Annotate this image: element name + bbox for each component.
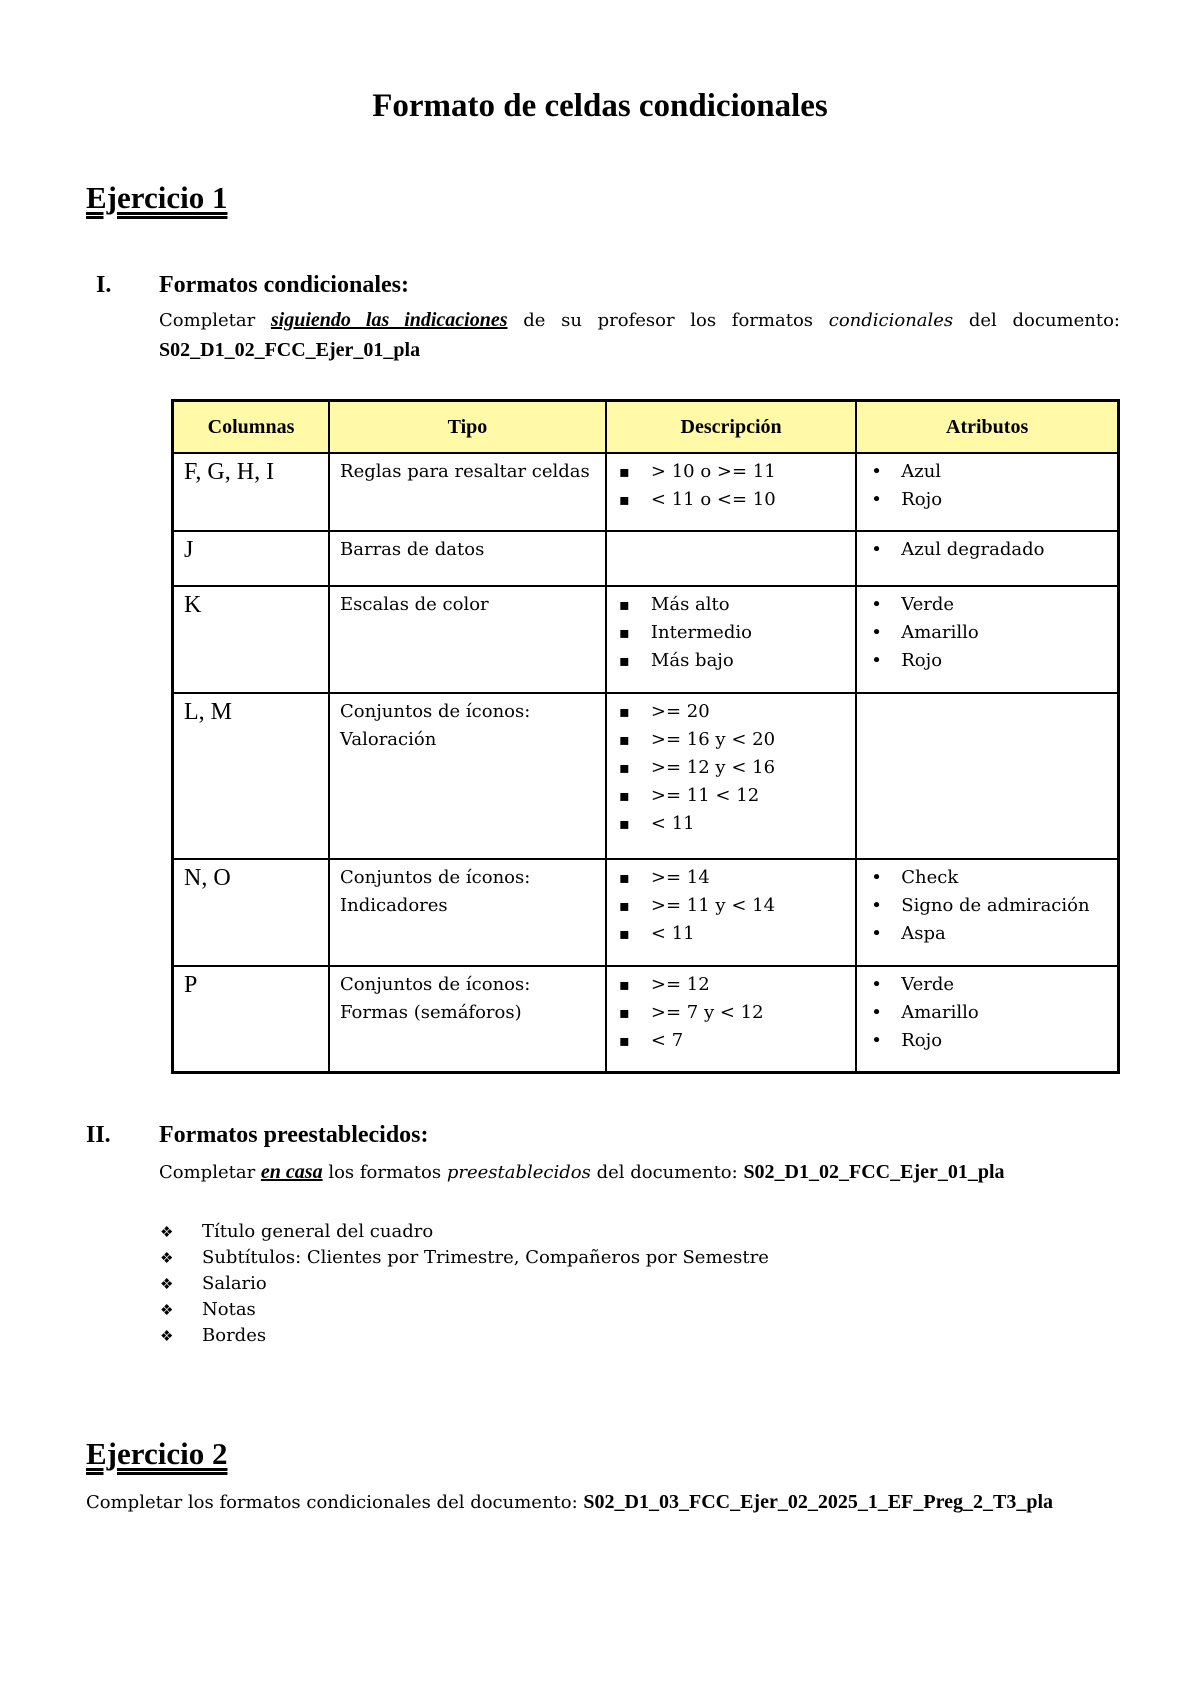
header-descripcion: Descripción xyxy=(606,401,856,454)
list-item: ❖ Título general del cuadro xyxy=(160,1219,769,1245)
cell-descripcion xyxy=(606,453,856,531)
section-2-filename: S02_D1_02_FCC_Ejer_01_pla xyxy=(743,1161,1005,1183)
descripcion-item: ▪ Intermedio xyxy=(617,619,845,647)
table-row xyxy=(173,453,1119,531)
descripcion-item: ▪ < 11 xyxy=(617,810,845,838)
list-item: ❖ Bordes xyxy=(160,1323,769,1349)
table-row xyxy=(173,531,1119,586)
cell-atributos xyxy=(856,966,1118,1072)
ejercicio-2-instructions xyxy=(86,1487,1053,1518)
atributo-item: • Amarillo xyxy=(867,999,1107,1027)
section-2-number: II. xyxy=(86,1122,111,1148)
instruction-emphasis: en casa xyxy=(260,1161,323,1183)
atributo-item: • Azul degradado xyxy=(867,536,1107,564)
list-item: ❖ Notas xyxy=(160,1297,769,1323)
tipo-line: Barras de datos xyxy=(340,539,485,560)
descripcion-item: ▪ > 10 o >= 11 xyxy=(617,458,845,486)
table-row xyxy=(173,859,1119,966)
descripcion-item: ▪ >= 16 y < 20 xyxy=(617,726,845,754)
descripcion-item: ▪ < 7 xyxy=(617,1027,845,1055)
instruction-text: de su profesor los formatos xyxy=(523,310,814,331)
section-1-title: Formatos condicionales: xyxy=(159,272,409,298)
list-item: ❖ Subtítulos: Clientes por Trimestre, Compañeros por Semestre xyxy=(160,1245,769,1271)
section-1-instructions xyxy=(159,305,1120,336)
section-2-instructions xyxy=(159,1157,1005,1188)
list-item: ❖ Salario xyxy=(160,1271,769,1297)
cell-atributos xyxy=(856,586,1118,693)
descripcion-item: ▪ >= 14 xyxy=(617,864,845,892)
preset-format-list xyxy=(160,1219,769,1349)
instruction-text: del documento: xyxy=(596,1162,738,1183)
instruction-text: del documento: xyxy=(968,310,1120,331)
table-header-row xyxy=(173,401,1119,454)
page-title: Formato de celdas condicionales xyxy=(372,88,828,124)
tipo-line: Formas (semáforos) xyxy=(340,1002,522,1023)
cell-tipo xyxy=(329,966,606,1072)
instruction-italic: preestablecidos xyxy=(446,1162,591,1183)
descripcion-item: ▪ >= 11 < 12 xyxy=(617,782,845,810)
table-row xyxy=(173,586,1119,693)
conditional-format-table xyxy=(171,399,1120,1074)
instruction-text: Completar xyxy=(159,1162,256,1183)
descripcion-item: ▪ >= 7 y < 12 xyxy=(617,999,845,1027)
header-atributos: Atributos xyxy=(856,401,1118,454)
descripcion-item: ▪ >= 12 y < 16 xyxy=(617,754,845,782)
tipo-line: Conjuntos de íconos: xyxy=(340,867,531,888)
atributo-item: • Aspa xyxy=(867,920,1107,948)
table-row xyxy=(173,693,1119,859)
cell-descripcion xyxy=(606,531,856,586)
descripcion-item: ▪ >= 12 xyxy=(617,971,845,999)
tipo-line: Conjuntos de íconos: xyxy=(340,701,531,722)
tipo-line: Valoración xyxy=(340,729,437,750)
tipo-line: Indicadores xyxy=(340,895,448,916)
cell-atributos xyxy=(856,693,1118,859)
cell-tipo xyxy=(329,586,606,693)
ejercicio-2-filename: S02_D1_03_FCC_Ejer_02_2025_1_EF_Preg_2_T3_pla xyxy=(583,1491,1054,1513)
header-tipo: Tipo xyxy=(329,401,606,454)
atributo-item: • Rojo xyxy=(867,486,1107,514)
instruction-italic: condicionales xyxy=(828,310,954,331)
instruction-emphasis: siguiendo las indicaciones xyxy=(270,309,508,331)
tipo-line: Escalas de color xyxy=(340,594,489,615)
header-columnas: Columnas xyxy=(173,401,330,454)
ejercicio-2-heading: Ejercicio 2 xyxy=(86,1436,228,1471)
atributo-item: • Rojo xyxy=(867,1027,1107,1055)
cell-tipo xyxy=(329,859,606,966)
descripcion-item: ▪ >= 11 y < 14 xyxy=(617,892,845,920)
cell-descripcion xyxy=(606,966,856,1072)
descripcion-item: ▪ < 11 o <= 10 xyxy=(617,486,845,514)
ejercicio-1-heading: Ejercicio 1 xyxy=(86,180,228,215)
cell-columnas: N, O xyxy=(173,859,330,966)
atributo-item: • Amarillo xyxy=(867,619,1107,647)
atributo-item: • Rojo xyxy=(867,647,1107,675)
cell-tipo xyxy=(329,693,606,859)
instruction-text: los formatos xyxy=(328,1162,442,1183)
tipo-line: Conjuntos de íconos: xyxy=(340,974,531,995)
section-1-filename: S02_D1_02_FCC_Ejer_01_pla xyxy=(159,339,421,361)
instruction-text: Completar xyxy=(159,310,256,331)
cell-descripcion xyxy=(606,693,856,859)
descripcion-item: ▪ Más bajo xyxy=(617,647,845,675)
atributo-item: • Signo de admiración xyxy=(867,892,1107,920)
atributo-item: • Verde xyxy=(867,591,1107,619)
atributo-item: • Check xyxy=(867,864,1107,892)
tipo-line: Reglas para resaltar celdas xyxy=(340,461,590,482)
descripcion-item: ▪ >= 20 xyxy=(617,698,845,726)
descripcion-item: ▪ Más alto xyxy=(617,591,845,619)
instruction-text: Completar los formatos condicionales del documento: xyxy=(86,1492,578,1513)
cell-tipo xyxy=(329,453,606,531)
cell-columnas: P xyxy=(173,966,330,1072)
section-2-title: Formatos preestablecidos: xyxy=(159,1122,429,1148)
atributo-item: • Azul xyxy=(867,458,1107,486)
table-row xyxy=(173,966,1119,1072)
cell-columnas: F, G, H, I xyxy=(173,453,330,531)
cell-atributos xyxy=(856,531,1118,586)
cell-columnas: K xyxy=(173,586,330,693)
cell-descripcion xyxy=(606,586,856,693)
section-1-number: I. xyxy=(96,272,112,298)
descripcion-item: ▪ < 11 xyxy=(617,920,845,948)
cell-descripcion xyxy=(606,859,856,966)
atributo-item: • Verde xyxy=(867,971,1107,999)
cell-atributos xyxy=(856,453,1118,531)
cell-columnas: L, M xyxy=(173,693,330,859)
cell-tipo xyxy=(329,531,606,586)
cell-atributos xyxy=(856,859,1118,966)
cell-columnas: J xyxy=(173,531,330,586)
